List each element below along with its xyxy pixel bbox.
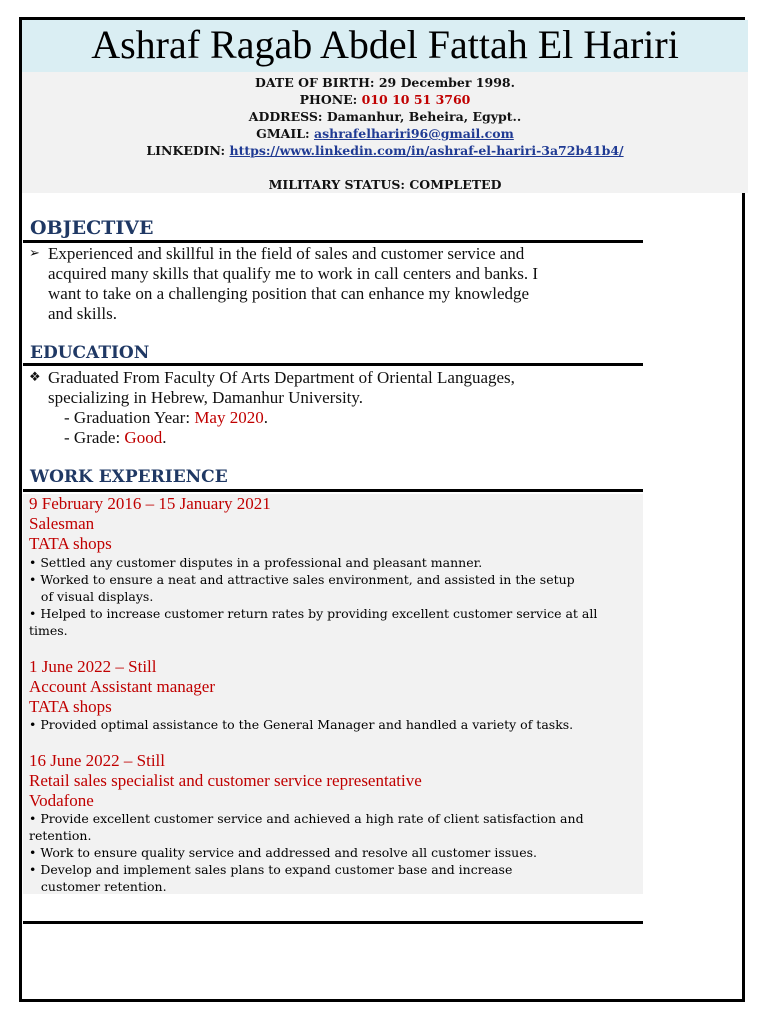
graduation-year-line: [64, 408, 268, 428]
military-label: MILITARY STATUS:: [268, 177, 410, 192]
work-rule: [23, 489, 643, 492]
military-value: COMPLETED: [409, 177, 502, 192]
education-line-2: specializing in Hebrew, Damanhur University.: [48, 388, 364, 407]
job-1-duty-3-cont: times.: [29, 623, 68, 638]
job-2-dates: 1 June 2022 – Still: [29, 657, 157, 676]
objective-line-2: acquired many skills that qualify me to work in call centers and banks. I: [48, 264, 539, 283]
linkedin-label: LINKEDIN:: [146, 143, 230, 158]
graduation-year-value: May 2020: [194, 408, 264, 427]
education-rule: [23, 363, 643, 366]
job-1-duty-1: • Settled any customer disputes in a professional and pleasant manner.: [29, 555, 483, 570]
military-line: [22, 177, 748, 193]
arrow-bullet-icon: ➢: [29, 246, 40, 261]
resume-page: [19, 17, 745, 1002]
objective-rule: [23, 240, 643, 243]
job-3-duty-3-cont: customer retention.: [29, 879, 167, 894]
graduation-year-label: - Graduation Year:: [64, 408, 195, 427]
objective-heading: OBJECTIVE: [30, 217, 154, 239]
dob-label: DATE OF BIRTH:: [255, 75, 379, 90]
education-heading: EDUCATION: [30, 343, 150, 363]
phone-line: [22, 92, 748, 108]
gmail-link[interactable]: ashrafelhariri96@gmail.com: [313, 126, 514, 141]
dob-value: 29 December 1998.: [378, 75, 515, 90]
job-1-company: TATA shops: [29, 534, 112, 553]
dob-line: [22, 75, 748, 91]
objective-line-1: Experienced and skillful in the field of sales and customer service and: [48, 244, 525, 263]
job-3-company: Vodafone: [29, 791, 94, 810]
grade-line: [64, 428, 166, 448]
linkedin-line: [22, 143, 748, 159]
address-label: ADDRESS:: [248, 109, 327, 124]
job-1-duty-3: • Helped to increase customer return rates by providing excellent customer service at all: [29, 606, 598, 621]
job-2-company: TATA shops: [29, 697, 112, 716]
period: .: [162, 428, 167, 447]
grade-label: - Grade:: [64, 428, 125, 447]
grade-value: Good: [124, 428, 163, 447]
linkedin-link[interactable]: https://www.linkedin.com/in/ashraf-el-hariri-3a72b41b4/: [229, 143, 624, 158]
candidate-name: Ashraf Ragab Abdel Fattah El Hariri: [91, 22, 679, 67]
job-3-duty-1: • Provide excellent customer service and achieved a high rate of client satisfaction and: [29, 811, 584, 826]
job-3-duty-3: • Develop and implement sales plans to expand customer base and increase: [29, 862, 513, 877]
job-3-role: Retail sales specialist and customer service representative: [29, 771, 422, 790]
gmail-line: [22, 126, 748, 142]
objective-line-3: want to take on a challenging position that can enhance my knowledge: [48, 284, 530, 303]
job-3-dates: 16 June 2022 – Still: [29, 751, 166, 770]
job-1-role: Salesman: [29, 514, 95, 533]
phone-label: PHONE:: [299, 92, 362, 107]
contact-block: [22, 72, 748, 193]
work-experience-block: [23, 494, 643, 894]
address-line: [22, 109, 748, 125]
job-2-duty-1: • Provided optimal assistance to the General Manager and handled a variety of tasks.: [29, 717, 574, 732]
job-3-duty-2: • Work to ensure quality service and addressed and resolve all customer issues.: [29, 845, 537, 860]
objective-line-4: and skills.: [48, 304, 117, 323]
diamond-bullet-icon: ❖: [29, 370, 41, 385]
education-line-1: Graduated From Faculty Of Arts Department of Oriental Languages,: [48, 368, 515, 387]
job-1-dates: 9 February 2016 – 15 January 2021: [29, 494, 271, 513]
phone-value: 010 10 51 3760: [361, 92, 471, 107]
job-2-role: Account Assistant manager: [29, 677, 216, 696]
job-3-duty-1-cont: retention.: [29, 828, 92, 843]
address-value: Damanhur, Beheira, Egypt..: [326, 109, 522, 124]
closing-rule: [23, 921, 643, 924]
work-heading: WORK EXPERIENCE: [30, 467, 228, 487]
name-banner: [22, 20, 748, 72]
gmail-label: GMAIL:: [256, 126, 314, 141]
job-1-duty-2: • Worked to ensure a neat and attractive sales environment, and assisted in the setup: [29, 572, 575, 587]
job-1-duty-2-cont: of visual displays.: [29, 589, 154, 604]
period: .: [263, 408, 268, 427]
